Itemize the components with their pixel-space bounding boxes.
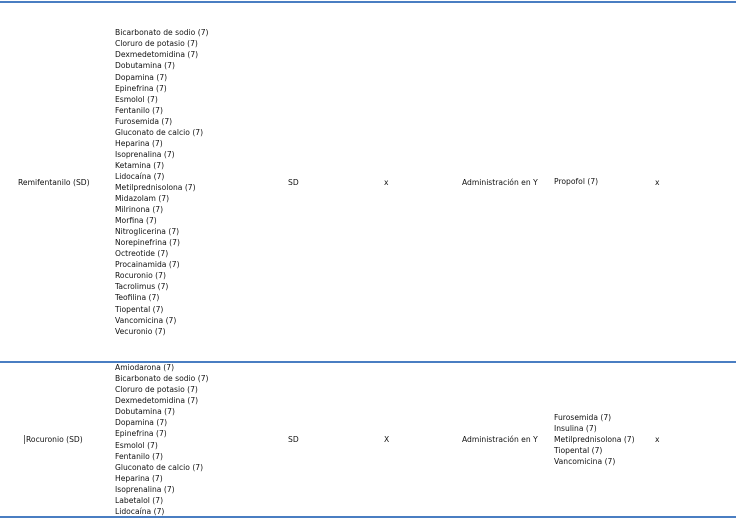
text-cursor (24, 435, 25, 444)
incompatible-drug-list (554, 176, 598, 187)
list-item: Octreotide (7) (115, 249, 169, 259)
list-item: Isoprenalina (7) (115, 484, 175, 494)
list-item: Norepinefrina (7) (115, 238, 180, 248)
list-item: Vancomicina (7) (554, 457, 616, 467)
list-item: Midazolam (7) (115, 194, 170, 204)
list-item: Tiopental (7) (554, 446, 603, 456)
list-item: Dexmedetomidina (7) (115, 50, 199, 60)
list-item: Epinefrina (7) (115, 429, 167, 439)
list-item: Heparina (7) (115, 138, 163, 148)
list-item: Milrinona (7) (115, 205, 164, 215)
list-item: Cloruro de potasio (7) (115, 39, 198, 49)
sd-value: SD (288, 177, 299, 187)
mark-value: x (655, 177, 660, 187)
list-item: Furosemida (7) (554, 412, 612, 422)
list-item: Morfina (7) (115, 216, 157, 226)
list-item: Bicarbonato de sodio (7) (115, 374, 209, 384)
list-item: Vecuronio (7) (115, 326, 166, 336)
administration-route: Administración en Y (462, 435, 538, 444)
list-item: Dopamina (7) (115, 418, 168, 428)
list-item: Rocuronio (7) (115, 271, 166, 281)
list-item: Cloruro de potasio (7) (115, 385, 198, 395)
compatible-drug-list (115, 27, 209, 336)
incompatible-drug-list (554, 412, 635, 467)
list-item: Tacrolimus (7) (115, 282, 169, 292)
list-item: Propofol (7) (554, 177, 599, 187)
administration-route: Administración en Y (462, 177, 538, 187)
list-item: Fentanilo (7) (115, 105, 163, 115)
list-item: Lidocaína (7) (115, 171, 165, 181)
list-item: Bicarbonato de sodio (7) (115, 28, 209, 38)
mark-value: X (384, 435, 390, 444)
list-item: Dobutamina (7) (115, 407, 175, 417)
list-item: Fentanilo (7) (115, 451, 163, 461)
list-item: Dopamina (7) (115, 72, 168, 82)
list-item: Insulina (7) (554, 423, 597, 433)
table-row (0, 363, 736, 516)
list-item: Esmolol (7) (115, 440, 158, 450)
table-bottom-border (0, 516, 736, 518)
list-item: Nitroglicerina (7) (115, 227, 180, 237)
list-item: Dexmedetomidina (7) (115, 396, 199, 406)
list-item: Gluconato de calcio (7) (115, 127, 204, 137)
list-item: Amiodarona (7) (115, 363, 175, 373)
list-item: Heparina (7) (115, 473, 163, 483)
list-item: Procainamida (7) (115, 260, 180, 270)
table-row (0, 3, 736, 361)
compatible-drug-list (115, 363, 209, 516)
mark-value: x (384, 177, 389, 187)
list-item: Lidocaína (7) (115, 506, 165, 516)
list-item: Teofilina (7) (115, 293, 160, 303)
list-item: Vancomicina (7) (115, 315, 177, 325)
list-item: Gluconato de calcio (7) (115, 462, 204, 472)
list-item: Epinefrina (7) (115, 83, 167, 93)
list-item: Metilprednisolona (7) (554, 434, 635, 444)
drug-name: Rocuronio (SD) (26, 435, 83, 444)
sd-value: SD (288, 435, 299, 444)
list-item: Furosemida (7) (115, 116, 173, 126)
drug-name: Remifentanilo (SD) (18, 177, 90, 187)
list-item: Isoprenalina (7) (115, 149, 175, 159)
list-item: Labetalol (7) (115, 495, 164, 505)
list-item: Dobutamina (7) (115, 61, 175, 71)
list-item: Metilprednisolona (7) (115, 183, 196, 192)
list-item: Esmolol (7) (115, 94, 158, 104)
mark-value: x (655, 435, 660, 444)
list-item: Tiopental (7) (115, 304, 164, 314)
list-item: Ketamina (7) (115, 160, 165, 170)
